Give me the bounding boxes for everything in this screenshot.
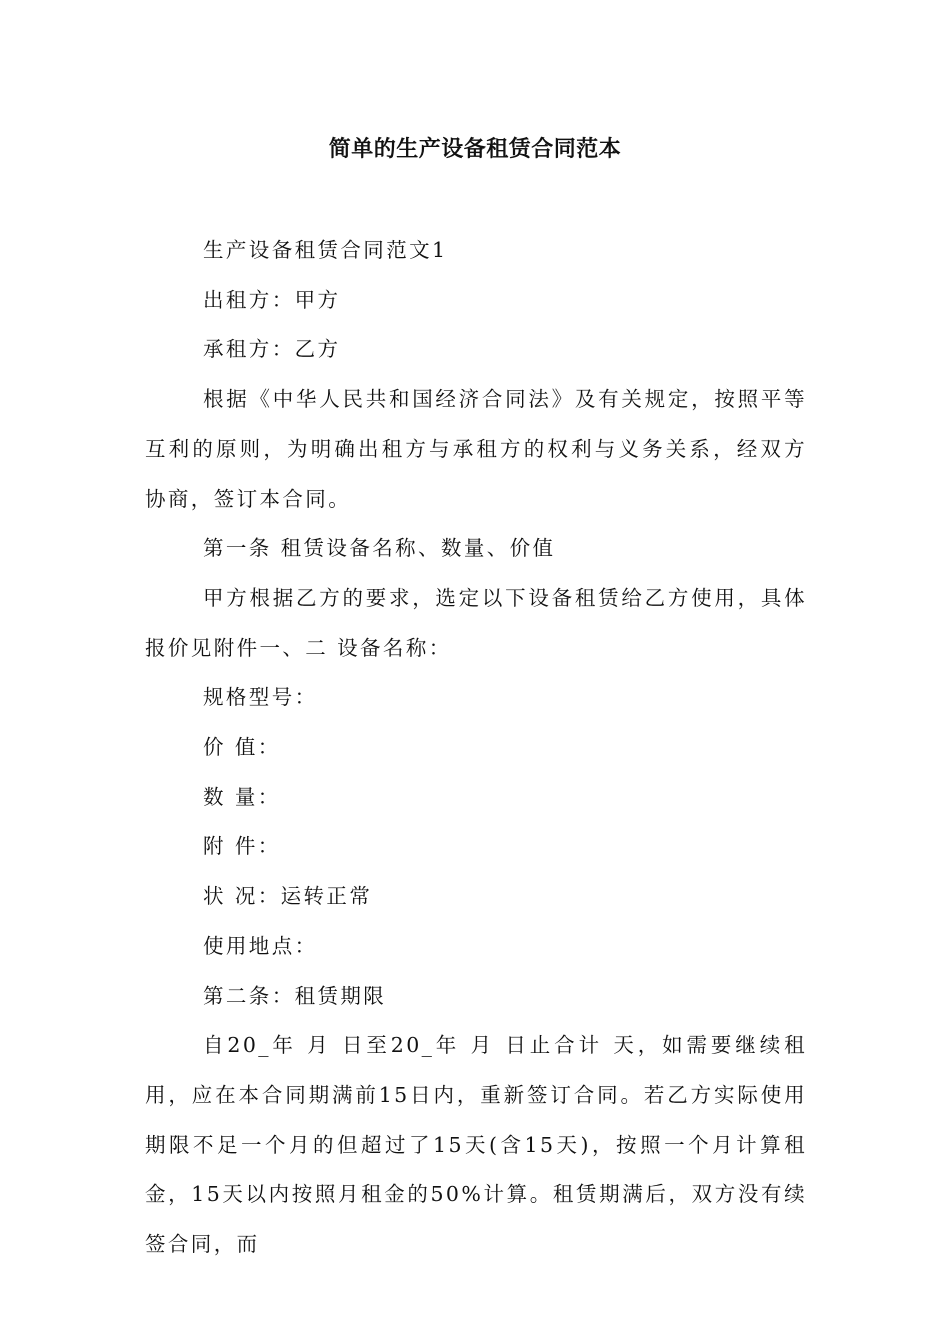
paragraph-value: 价 值： xyxy=(203,735,281,760)
paragraph-article-2-heading: 第二条：租赁期限 xyxy=(203,983,387,1008)
paragraph-article-1-heading: 第一条 租赁设备名称、数量、价值 xyxy=(203,536,556,561)
paragraph-quantity: 数 量： xyxy=(203,784,281,809)
paragraph-lessee: 承租方：乙方 xyxy=(203,337,341,362)
paragraph-condition: 状 况：运转正常 xyxy=(203,884,373,909)
paragraph-contract-heading: 生产设备租赁合同范文1 xyxy=(203,238,448,262)
paragraph-model: 规格型号： xyxy=(203,685,318,710)
paragraph-lessor: 出租方：甲方 xyxy=(203,287,341,312)
paragraph-attachments: 附 件： xyxy=(203,834,281,859)
paragraph-article-2-body: 自20_年 月 日至20_年 月 日止合计 天，如需要继续租用，应在本合同期满前15日内，重新签订合同。若乙方实际使用期限不足一个月的但超过了15天(含15天)，按照一个月计算租金，15天以内按照月租金的50%计算。租赁期满后，双方没有续签合同，而 xyxy=(145,1033,807,1257)
document-title: 简单的生产设备租赁合同范本 xyxy=(328,137,622,162)
paragraph-location: 使用地点： xyxy=(203,933,318,958)
paragraph-article-1-body: 甲方根据乙方的要求，选定以下设备租赁给乙方使用，具体报价见附件一、二 设备名称： xyxy=(145,585,807,660)
paragraph-preamble: 根据《中华人民共和国经济合同法》及有关规定，按照平等互利的原则，为明确出租方与承租方的权利与义务关系，经双方协商，签订本合同。 xyxy=(145,387,807,511)
document-body xyxy=(145,226,807,1270)
